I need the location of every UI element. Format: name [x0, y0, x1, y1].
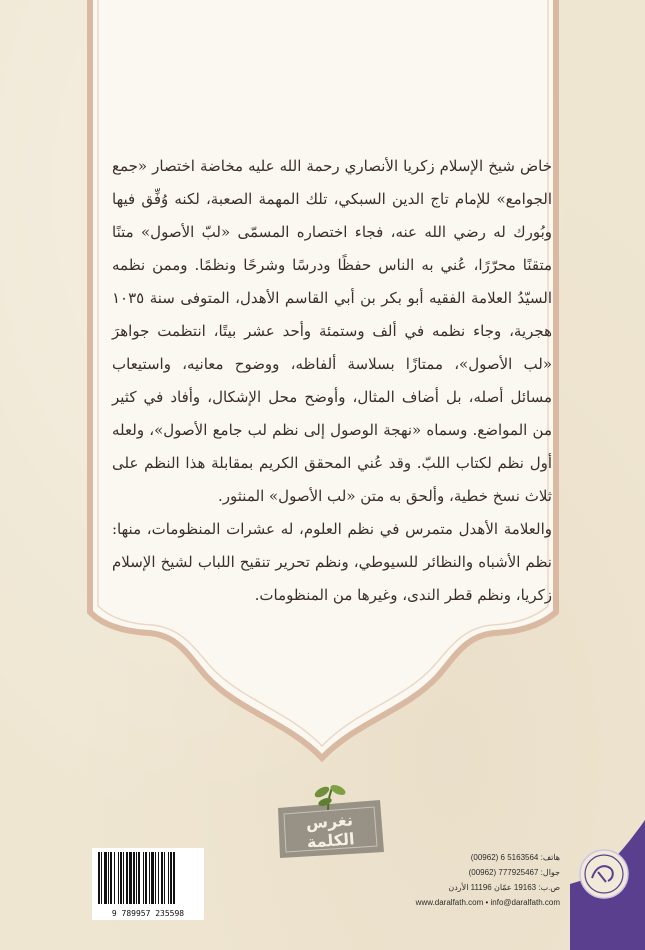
- publisher-seal-icon: [580, 850, 628, 898]
- barcode-bar: [98, 852, 100, 904]
- barcode-bar: [133, 852, 135, 904]
- barcode-bar: [101, 852, 102, 904]
- barcode-bar: [151, 852, 154, 904]
- barcode-bar: [145, 852, 147, 904]
- description-paragraph-2: والعلامة الأهدل متمرس في نظم العلوم، له عشرات المنظومات، منها: نظم الأشباه والنظائر للسيوطي، ونظم تحرير تنقيح اللباب لشيخ الإسلام زكريا، ونظم قطر الندى، وغيرها من المنظومات.: [112, 520, 552, 604]
- barcode-bar: [108, 852, 109, 904]
- barcode-bar: [136, 852, 137, 904]
- barcode-bar: [158, 852, 159, 904]
- barcode-bar: [120, 852, 122, 904]
- contact-mobile: جوال: 777925467 (00962): [468, 868, 560, 877]
- barcode-bar: [118, 852, 119, 904]
- barcode-bar: [155, 852, 156, 904]
- publisher-contact: [400, 850, 560, 910]
- barcode-bar: [104, 852, 107, 904]
- contact-phone: هاتف: 5163564 6 (00962): [470, 853, 560, 862]
- barcode-bar: [138, 852, 140, 904]
- barcode-bar: [161, 852, 163, 904]
- contact-address: ص.ب: 19163 عمّان 11196 الأردن: [448, 883, 560, 892]
- barcode: [92, 848, 204, 920]
- barcode-bar: [168, 852, 169, 904]
- barcode-bar: [110, 852, 112, 904]
- barcode-bar: [126, 852, 128, 904]
- logo-text: نغرس الكلمة: [305, 810, 356, 852]
- barcode-bar: [173, 852, 175, 904]
- contact-web: www.daralfath.com • info@daralfath.com: [415, 898, 560, 907]
- publisher-logo: [570, 820, 645, 950]
- isbn-number: 9 789957 235598: [111, 909, 185, 918]
- barcode-bar: [123, 852, 124, 904]
- description-paragraph-1: خاض شيخ الإسلام زكريا الأنصاري رحمة الله عليه مخاضة اختصار «جمع الجوامع» للإمام تاج الدين السبكي، تلك المهمة الصعبة، لكنه وُفِّق فيها وبُورك له رضي الله عنه، فجاء اختصاره المسمّى «لبّ الأصول» متنًا متقنًا محرّرًا، عُني به الناس حفظًا ودرسًا وشرحًا ونظمًا. وممن نظمه السيّدُ العلامة الفقيه أبو بكر بن أبي القاسم الأهدل، المتوفى سنة ١٠٣٥ هجرية، وجاء نظمه في ألف وستمئة وأحد عشر بيتًا، انتظمت جواهرَ «لب الأصول»، ممتازًا بسلاسة ألفاظه، ووضوح معانيه، واستيعاب مسائل أصله، بل أضاف المثال، وأوضح محل الإشكال، وأفاد في كثير من المواضع. وسماه «نهجة الوصول إلى نظم لب جامع الأصول»، ولعله أول نظم لكتاب اللبّ. وقد عُني المحقق الكريم بمقابلة هذا النظم على ثلاث نسخ خطية، وألحق به متن «لب الأصول» المنثور.: [112, 157, 552, 505]
- barcode-bar: [129, 852, 132, 904]
- barcode-bar: [149, 852, 150, 904]
- barcode-bar: [170, 852, 172, 904]
- barcode-bar: [164, 852, 165, 904]
- barcode-bars: [96, 852, 200, 904]
- barcode-bar: [143, 852, 144, 904]
- description-text: [112, 150, 552, 612]
- barcode-bar: [114, 852, 115, 904]
